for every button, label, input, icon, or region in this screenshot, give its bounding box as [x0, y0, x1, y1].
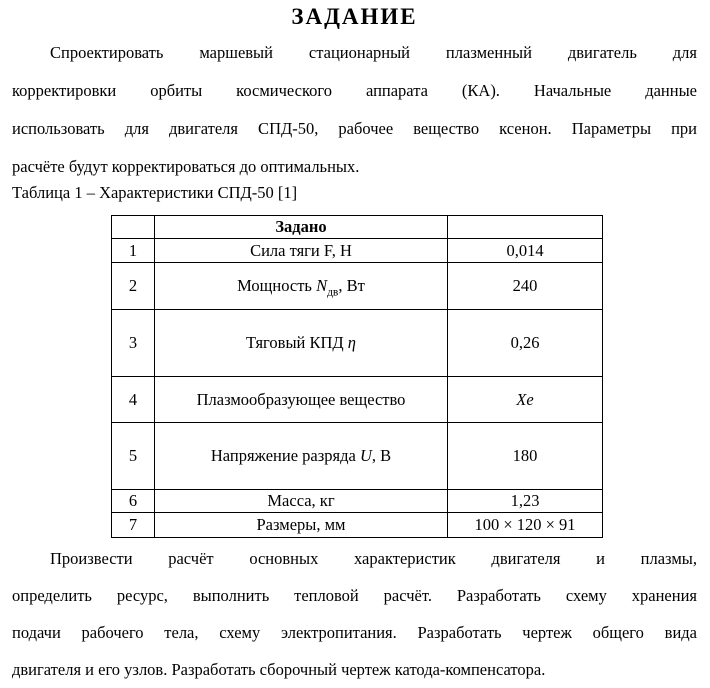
paragraph-line: использовать для двигателя СПД-50, рабочее вещество ксенон. Параметры при — [12, 119, 697, 138]
document-title: ЗАДАНИЕ — [291, 4, 418, 29]
value-text: 0,26 — [510, 333, 540, 352]
row-number-cell: 5 — [112, 423, 155, 490]
table-header-label: Задано — [155, 216, 448, 239]
param-text: Тяговый КПД — [246, 333, 348, 352]
table-row — [112, 239, 603, 263]
value-cell — [448, 263, 603, 310]
row-number-cell: 1 — [112, 239, 155, 263]
table-header-row — [112, 216, 603, 239]
param-cell — [155, 490, 448, 513]
header-empty-cell — [448, 216, 603, 239]
paragraph-line: корректировки орбиты космического аппарата (КА). Начальные данные — [12, 81, 697, 100]
value-italic: Xe — [516, 389, 534, 409]
characteristics-table — [111, 215, 603, 538]
paragraph-line: определить ресурс, выполнить тепловой расчёт. Разработать схему хранения — [12, 586, 697, 605]
param-subscript: дв — [327, 286, 339, 299]
param-variable: η — [347, 333, 356, 352]
row-number-cell: 6 — [112, 490, 155, 513]
table-row — [112, 423, 603, 490]
param-unit: , В — [371, 446, 392, 465]
paragraph-line: двигателя и его узлов. Разработать сборочный чертеж катода-компенсатора. — [12, 660, 546, 679]
value-text: 240 — [512, 276, 538, 295]
value-cell — [448, 423, 603, 490]
param-text: Напряжение разряда — [210, 446, 360, 465]
intro-paragraph — [12, 34, 697, 186]
table-row — [112, 310, 603, 377]
paragraph-line: расчёте будут корректироваться до оптимальных. — [12, 157, 360, 176]
value-cell — [448, 377, 603, 423]
paragraph-line: Произвести расчёт основных характеристик двигателя и плазмы, — [50, 549, 697, 568]
table-row — [112, 513, 603, 538]
param-text: Мощность — [237, 276, 317, 295]
param-text: Масса, кг — [267, 491, 335, 510]
param-variable: N — [316, 276, 328, 295]
value-text: 0,014 — [506, 240, 544, 260]
param-cell — [155, 310, 448, 377]
row-number-cell: 3 — [112, 310, 155, 377]
row-number-cell: 2 — [112, 263, 155, 310]
param-text: Сила тяги F, Н — [250, 240, 352, 260]
value-text: 180 — [512, 446, 538, 465]
value-cell — [448, 239, 603, 263]
param-text: Плазмообразующее вещество — [196, 389, 406, 409]
table-row — [112, 377, 603, 423]
param-cell — [155, 263, 448, 310]
closing-paragraph — [12, 540, 697, 688]
row-number-cell: 7 — [112, 513, 155, 538]
table-caption: Таблица 1 – Характеристики СПД-50 [1] — [12, 183, 298, 202]
value-text: 1,23 — [510, 491, 540, 510]
param-cell — [155, 239, 448, 263]
row-number-cell: 4 — [112, 377, 155, 423]
param-cell — [155, 513, 448, 538]
value-text: 100 × 120 × 91 — [474, 515, 576, 534]
value-cell — [448, 490, 603, 513]
param-text: Размеры, мм — [256, 515, 346, 534]
table-row — [112, 263, 603, 310]
header-empty-cell — [112, 216, 155, 239]
paragraph-line: подачи рабочего тела, схему электропитания. Разработать чертеж общего вида — [12, 623, 697, 642]
paragraph-line: Спроектировать маршевый стационарный плазменный двигатель для — [50, 43, 697, 62]
param-variable: U — [359, 446, 372, 465]
param-cell — [155, 423, 448, 490]
param-unit: , Вт — [338, 276, 365, 295]
param-cell — [155, 377, 448, 423]
value-cell — [448, 310, 603, 377]
value-cell — [448, 513, 603, 538]
table-row — [112, 490, 603, 513]
